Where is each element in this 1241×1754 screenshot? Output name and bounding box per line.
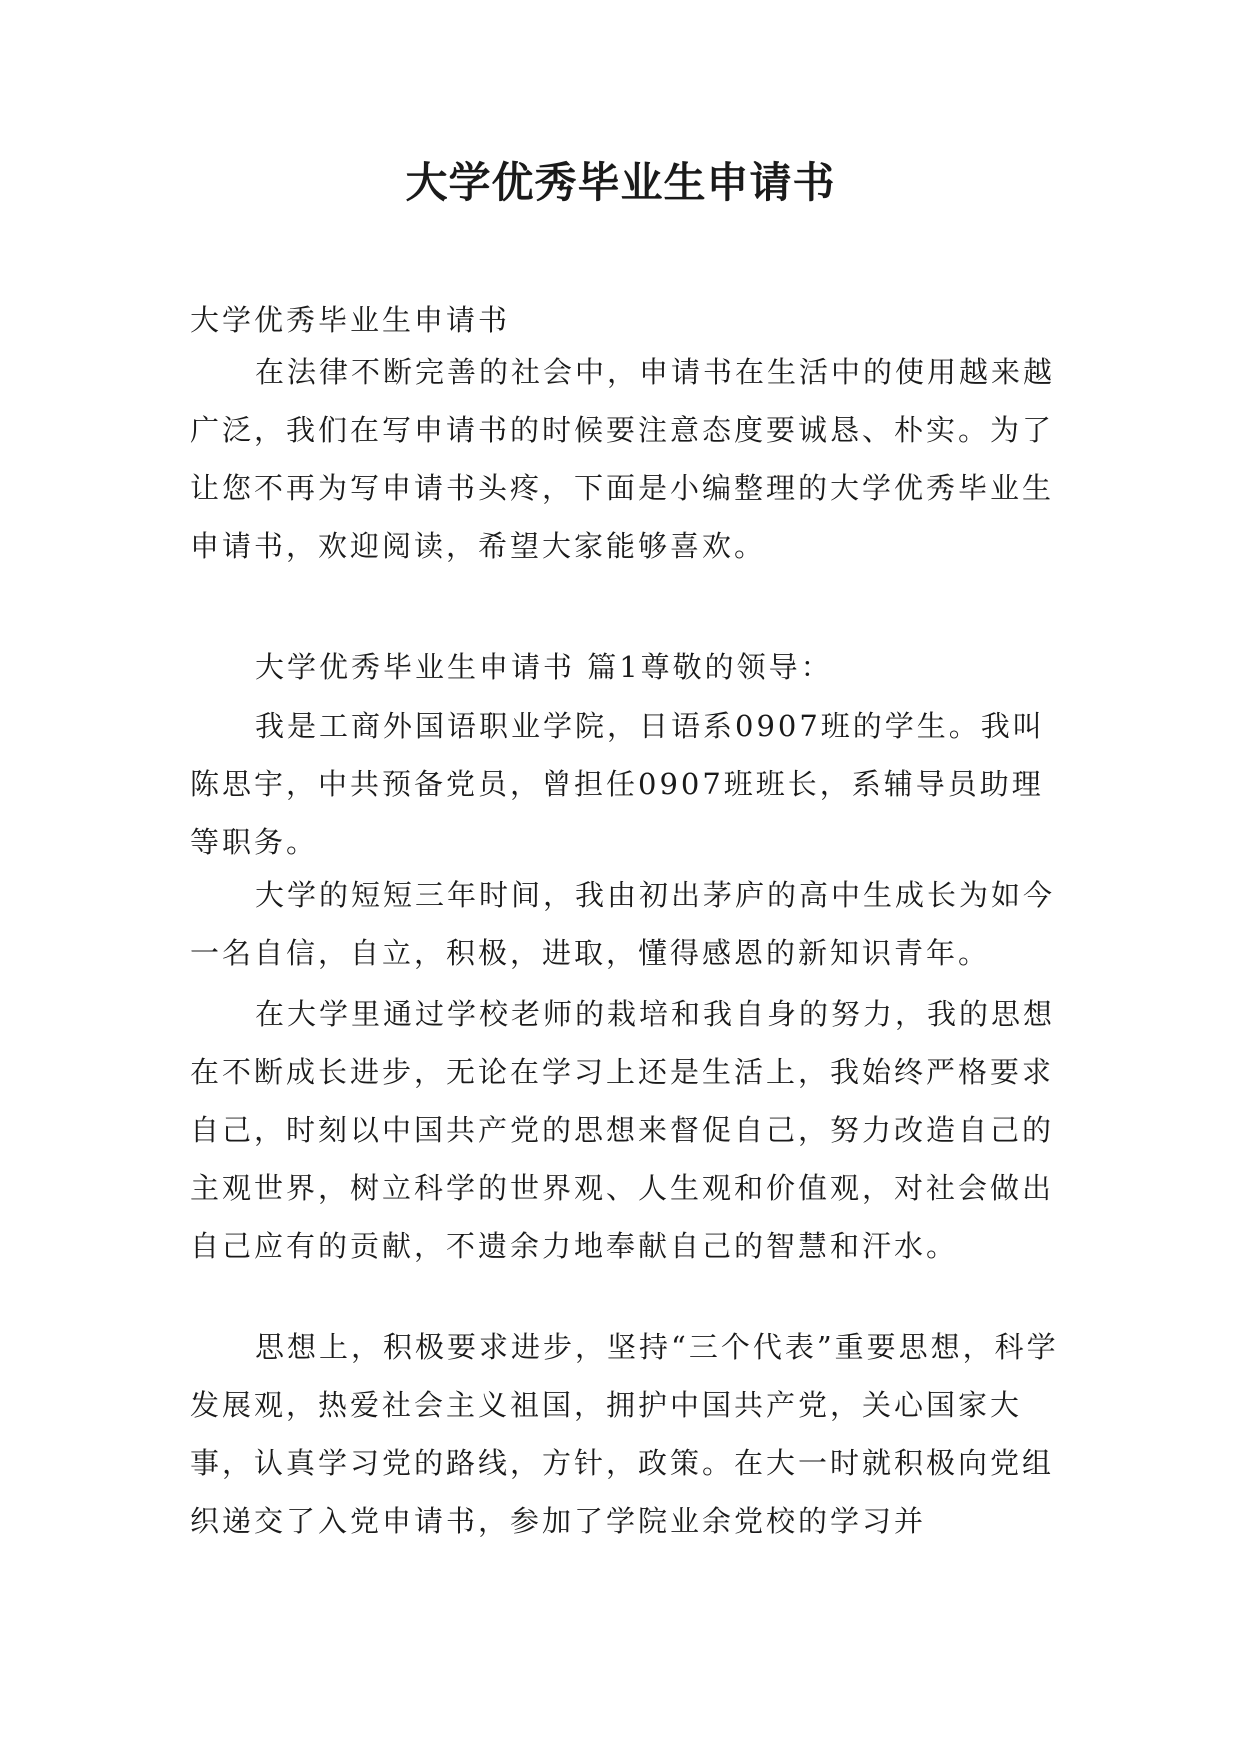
document-title: 大学优秀毕业生申请书 bbox=[405, 158, 836, 207]
paragraph-ideology: 思想上，积极要求进步，坚持“三个代表”重要思想，科学发展观，热爱社会主义祖国，拥护中国共产党，关心国家大事，认真学习党的路线，方针，政策。在大一时就积极向党组织递交了入党申请书，参加了学院业余党校的学习并 bbox=[190, 1330, 1059, 1538]
paragraph-self-introduction: 我是工商外国语职业学院，日语系0907班的学生。我叫陈思宇，中共预备党员，曾担任0907班班长，系辅导员助理等职务。 bbox=[190, 709, 1045, 859]
paragraph-growth: 大学的短短三年时间，我由初出茅庐的高中生成长为如今一名自信，自立，积极，进取，懂得感恩的新知识青年。 bbox=[190, 878, 1056, 970]
paragraph-thought-progress: 在大学里通过学校老师的栽培和我自身的努力，我的思想在不断成长进步，无论在学习上还是生活上，我始终严格要求自己，时刻以中国共产党的思想来督促自己，努力改造自己的主观世界，树立科学的世界观、人生观和价值观，对社会做出自己应有的贡献，不遗余力地奉献自己的智慧和汗水。 bbox=[190, 997, 1056, 1263]
document-subtitle: 大学优秀毕业生申请书 bbox=[190, 303, 511, 337]
paragraph-section-heading: 大学优秀毕业生申请书 篇1尊敬的领导： bbox=[255, 650, 833, 684]
paragraph-intro: 在法律不断完善的社会中，申请书在生活中的使用越来越广泛，我们在写申请书的时候要注意态度要诚恳、朴实。为了让您不再为写申请书头疼，下面是小编整理的大学优秀毕业生申请书，欢迎阅读，希望大家能够喜欢。 bbox=[190, 355, 1056, 563]
